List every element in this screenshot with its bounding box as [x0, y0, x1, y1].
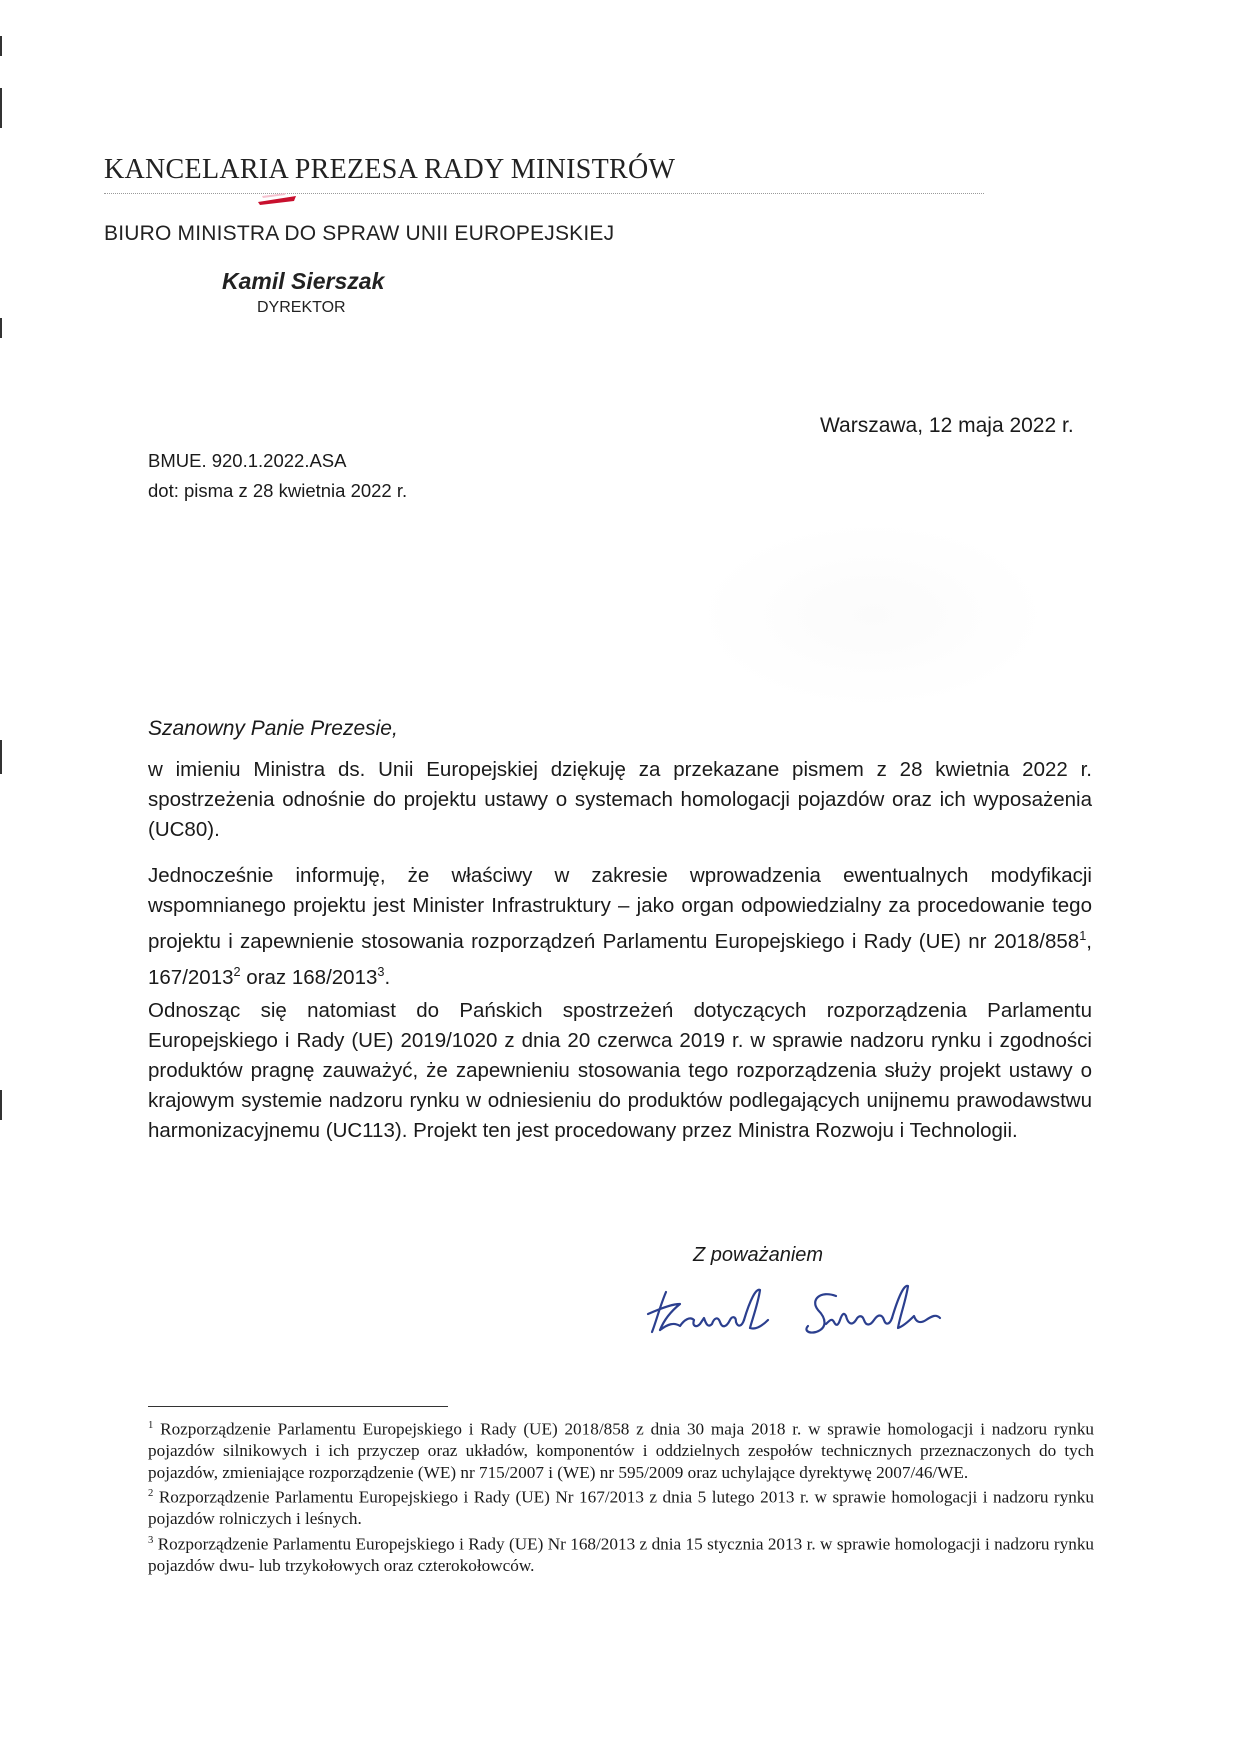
paragraph-end: . — [384, 965, 391, 989]
office-name: BIURO MINISTRA DO SPRAW UNII EUROPEJSKIEJ — [104, 222, 615, 245]
paragraph-3: Odnosząc się natomiast do Pańskich spostrzeżeń dotyczących rozporządzenia Parlamentu Europejskiego i Rady (UE) 2019/1020 z dnia 20 czerwca 2019 r. w sprawie nadzoru rynku i zgodności produktów pragnę zauważyć, że zapewnieniu stosowania tego rozporządzenia służy projekt ustawy o krajowym systemie nadzoru rynku w odniesieniu do produktów podlegających unijnemu prawodawstwu harmonizacyjnemu (UC113). Projekt ten jest procedowany przez Ministra Rozwoju i Technologii. — [148, 999, 1092, 1142]
footnote-3 — [148, 1530, 1094, 1577]
paragraph-1: w imieniu Ministra ds. Unii Europejskiej dziękuję za przekazane pismem z 28 kwietnia 2022 r. spostrzeżenia odnośnie do projektu ustawy o systemach homologacji pojazdów oraz ich wyposażenia (UC80). — [148, 758, 1092, 841]
separator: oraz — [240, 965, 292, 989]
footnote-text: Rozporządzenie Parlamentu Europejskiego i Rady (UE) Nr 167/2013 z dnia 5 lutego 2013 r. w sprawie homologacji i nadzoru rynku pojazdów rolniczych i leśnych. — [148, 1487, 1094, 1529]
handwritten-signature — [640, 1270, 970, 1355]
footnote-divider — [148, 1406, 448, 1407]
footnote-mark: 2 — [148, 1488, 154, 1500]
reference-number: BMUE. 920.1.2022.ASA — [148, 450, 347, 471]
footnote-ref-3: 3 — [377, 963, 385, 979]
emblem-icon — [256, 190, 300, 213]
paragraph-2-text: Jednocześnie informuję, że właściwy w zakresie wprowadzenia ewentualnych modyfikacji wspomnianego projektu jest Minister Infrastruktury – jako organ odpowiedzialny za procedowanie tego projektu i zapewnienie stosowania rozporządzeń Parlamentu Europejskiego i Rady (UE) nr — [148, 864, 1092, 953]
footnote-text: Rozporządzenie Parlamentu Europejskiego i Rady (UE) 2018/858 z dnia 30 maja 2018 r. w sprawie homologacji i nadzoru rynku pojazdów silnikowych i ich przyczep oraz układów, komponentów i oddzielnych zespołów technicznych przeznaczonych do tych pojazdów, zmieniające rozporządzenie (WE) nr 715/2007 i (WE) nr 595/2009 oraz uchylające dyrektywę 2007/46/WE. — [148, 1419, 1095, 1482]
salutation: Szanowny Panie Prezesie, — [148, 717, 398, 740]
paragraph-2 — [148, 861, 1092, 993]
redacted-area — [695, 520, 1050, 710]
separator: , — [1086, 929, 1092, 953]
footnote-2 — [148, 1483, 1094, 1530]
director-name: Kamil Sierszak — [222, 268, 385, 294]
header-divider — [104, 193, 984, 194]
footnote-text: Rozporządzenie Parlamentu Europejskiego i Rady (UE) Nr 168/2013 z dnia 15 stycznia 2013 r. w sprawie homologacji i nadzoru rynku pojazdów dwu- lub trzykołowych oraz czterokołowców. — [148, 1534, 1095, 1576]
regulation-ref-2: 167/2013 — [148, 965, 234, 989]
footnote-1 — [148, 1415, 1094, 1483]
regulation-ref-3: 168/2013 — [291, 965, 378, 989]
footnote-ref-2: 2 — [233, 963, 241, 979]
reference-regarding: dot: pisma z 28 kwietnia 2022 r. — [148, 480, 408, 501]
closing: Z poważaniem — [693, 1244, 824, 1266]
scan-edge-mark — [0, 318, 2, 338]
scan-edge-mark — [0, 36, 2, 56]
institution-title: KANCELARIA PREZESA RADY MINISTRÓW — [104, 154, 676, 185]
footnote-mark: 3 — [148, 1534, 154, 1546]
scan-edge-mark — [0, 1090, 2, 1120]
scan-edge-mark — [0, 740, 2, 774]
footnote-mark: 1 — [148, 1420, 154, 1431]
scan-edge-mark — [0, 88, 2, 128]
director-title: DYREKTOR — [257, 299, 346, 316]
place-date: Warszawa, 12 maja 2022 r. — [820, 414, 1074, 437]
footnote-ref-1: 1 — [1079, 928, 1087, 943]
footnotes — [148, 1415, 1094, 1577]
regulation-ref-1: 2018/858 — [993, 929, 1080, 953]
reference-block — [148, 446, 407, 506]
